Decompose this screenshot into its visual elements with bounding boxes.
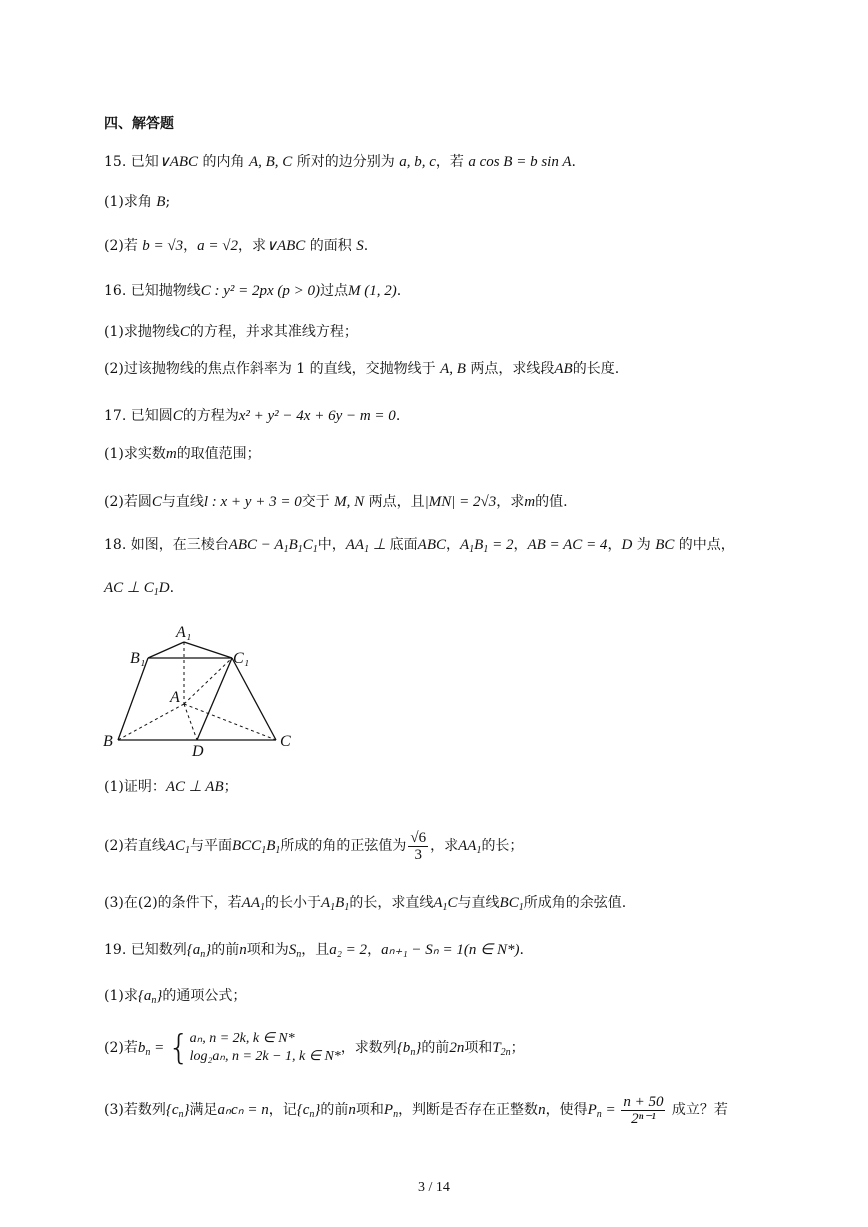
segment-c1d	[197, 658, 232, 740]
q18-stem-line2: AC ⊥ $C_1D$.	[104, 580, 175, 598]
q18-part3: (3)在(2)的条件下，若$AA_1$的长小于$A_1B_1$的长，求直线$A_1C$与直线$BC_1$所成角的余弦值.	[104, 895, 627, 913]
label-b1: B₁	[130, 650, 146, 667]
q18-stem: 18. 如图，在三棱台ABC − $A_1B_1C_1$中，$AA_1$ ⊥ 底面ABC，$A_1B_1 = 2$，AB = AC = 4，D 为 BC 的中点，	[104, 537, 735, 555]
q19-stem: 19. 已知数列$\{a_n\}$的前n项和为$S_n$，且a₂ = 2，aₙ₊₁ − Sₙ = 1(n ∈ N*).	[104, 942, 524, 960]
edge-a1c1	[184, 642, 232, 658]
edge-ab	[118, 704, 184, 740]
frustum-figure	[100, 620, 300, 760]
q19-part3: (3)若数列$\{c_n\}$满足aₙcₙ = n，记$\{c_n\}$的前n项和$P_n$，判断是否存在正整数n，使得$P_n$ = $\frac{n + 50}{\text{2ⁿ⁻¹}}$ 成立？若	[104, 1093, 728, 1127]
q16-part1: (1)求抛物线C的方程，并求其准线方程；	[104, 324, 358, 340]
q15-part1: (1)求角 B;	[104, 194, 171, 210]
q18-part2: (2)若直线$AC_1$与平面$BCC_1B_1$所成的角的正弦值为 $\frac{√6}{3}$ ，求$AA_1$的长；	[104, 829, 524, 863]
q15-part2: (2)若 b = √3，a = √2，求∨ABC 的面积 S.	[104, 238, 369, 254]
label-a: A	[170, 689, 180, 706]
q17-stem: 17. 已知圆C的方程为x² + y² − 4x + 6y − m = 0.	[104, 408, 401, 424]
label-d: D	[192, 743, 204, 760]
label-a1: A₁	[176, 624, 192, 641]
edge-c1c	[232, 658, 276, 740]
page-number: 3 / 14	[418, 1180, 450, 1195]
q16-part2: (2)过该抛物线的焦点作斜率为 1 的直线，交抛物线于 A, B 两点，求线段AB的长度.	[104, 361, 620, 377]
section-title: 四、解答题	[104, 116, 174, 132]
q18-part1: (1)证明：AC ⊥ AB；	[104, 779, 238, 795]
label-c: C	[280, 733, 291, 750]
q15-stem: 15. 已知∨ABC 的内角 A, B, C 所对的边分别为 a, b, c，若 a cos B = b sin A.	[104, 154, 576, 170]
label-c1: C₁	[233, 650, 250, 667]
edge-b1a1	[148, 642, 184, 658]
label-b: B	[103, 733, 113, 750]
q19-part1: (1)求$\{a_n\}$的通项公式；	[104, 988, 247, 1006]
edge-ac	[184, 704, 276, 740]
edge-b1b	[118, 658, 148, 740]
q17-part2: (2)若圆C与直线l : x + y + 3 = 0交于 M, N 两点，且|MN| = 2√3，求m的值.	[104, 494, 568, 510]
segment-ac1	[184, 658, 232, 704]
q16-stem: 16. 已知抛物线C : y² = 2px (p > 0)过点M (1, 2).	[104, 283, 402, 299]
segment-ad	[184, 704, 197, 740]
q19-part2: (2)若$b_n$ = { aₙ, n = 2k, k ∈ N* log₂aₙ, n = 2k − 1, k ∈ N* ，求数列$\{b_n\}$的前2n项和$T_{2n}$；	[104, 1028, 525, 1068]
q17-part1: (1)求实数m的取值范围；	[104, 446, 261, 462]
